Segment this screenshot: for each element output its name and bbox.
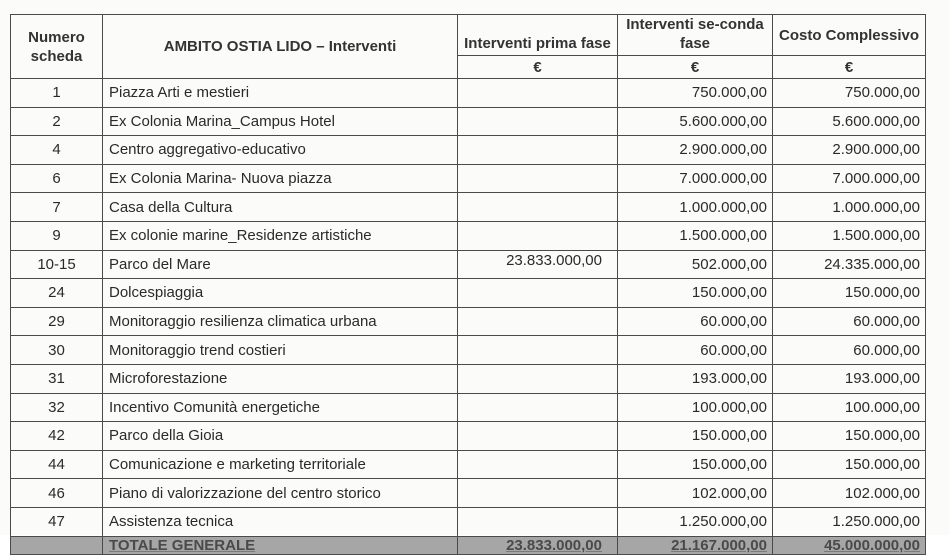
row-seconda: 100.000,00 — [618, 393, 773, 422]
row-desc: Ex colonie marine_Residenze artistiche — [103, 221, 458, 250]
total-row — [11, 536, 926, 554]
row-num: 44 — [11, 450, 103, 479]
row-costo: 60.000,00 — [773, 307, 926, 336]
row-prima — [458, 279, 618, 308]
row-seconda: 193.000,00 — [618, 364, 773, 393]
table-row — [11, 336, 926, 365]
row-seconda: 1.250.000,00 — [618, 507, 773, 536]
row-num: 6 — [11, 164, 103, 193]
row-seconda: 60.000,00 — [618, 307, 773, 336]
table-row — [11, 136, 926, 165]
row-desc: Casa della Cultura — [103, 193, 458, 222]
header-ambito: AMBITO OSTIA LIDO – Interventi — [103, 15, 458, 79]
row-desc: Ex Colonia Marina_Campus Hotel — [103, 107, 458, 136]
row-costo: 7.000.000,00 — [773, 164, 926, 193]
currency-seconda: € — [618, 56, 773, 79]
row-costo: 24.335.000,00 — [773, 250, 926, 279]
row-seconda: 750.000,00 — [618, 79, 773, 108]
table-row — [11, 507, 926, 536]
row-costo: 150.000,00 — [773, 450, 926, 479]
row-desc: Ex Colonia Marina- Nuova piazza — [103, 164, 458, 193]
row-desc: Monitoraggio resilienza climatica urbana — [103, 307, 458, 336]
row-num: 2 — [11, 107, 103, 136]
total-costo: 45.000.000,00 — [773, 536, 926, 554]
table-row — [11, 279, 926, 308]
row-prima — [458, 393, 618, 422]
row-desc: Centro aggregativo-educativo — [103, 136, 458, 165]
table-row — [11, 164, 926, 193]
row-seconda: 60.000,00 — [618, 336, 773, 365]
row-prima — [458, 507, 618, 536]
row-num: 31 — [11, 364, 103, 393]
row-prima: 23.833.000,00 — [458, 250, 618, 279]
row-num: 32 — [11, 393, 103, 422]
row-seconda: 5.600.000,00 — [618, 107, 773, 136]
row-seconda: 2.900.000,00 — [618, 136, 773, 165]
row-costo: 750.000,00 — [773, 79, 926, 108]
table-row — [11, 450, 926, 479]
row-prima — [458, 450, 618, 479]
row-prima — [458, 422, 618, 451]
row-seconda: 502.000,00 — [618, 250, 773, 279]
row-prima — [458, 107, 618, 136]
table-row — [11, 422, 926, 451]
header-numero-scheda: Numero scheda — [11, 15, 103, 79]
row-costo: 1.250.000,00 — [773, 507, 926, 536]
row-prima — [458, 364, 618, 393]
table-body — [11, 79, 926, 555]
row-costo: 1.000.000,00 — [773, 193, 926, 222]
row-seconda: 102.000,00 — [618, 479, 773, 508]
total-prima: 23.833.000,00 — [458, 536, 618, 554]
row-prima — [458, 193, 618, 222]
row-prima — [458, 307, 618, 336]
table-row — [11, 193, 926, 222]
row-seconda: 1.500.000,00 — [618, 221, 773, 250]
row-costo: 1.500.000,00 — [773, 221, 926, 250]
row-desc: Comunicazione e marketing territoriale — [103, 450, 458, 479]
interventions-table — [10, 14, 926, 555]
currency-prima: € — [458, 56, 618, 79]
header-seconda-fase: Interventi se-conda fase — [618, 15, 773, 56]
row-prima — [458, 164, 618, 193]
row-seconda: 7.000.000,00 — [618, 164, 773, 193]
row-desc: Assistenza tecnica — [103, 507, 458, 536]
row-costo: 150.000,00 — [773, 279, 926, 308]
row-prima — [458, 479, 618, 508]
row-costo: 100.000,00 — [773, 393, 926, 422]
row-num: 10-15 — [11, 250, 103, 279]
row-seconda: 1.000.000,00 — [618, 193, 773, 222]
row-num: 1 — [11, 79, 103, 108]
row-num: 29 — [11, 307, 103, 336]
row-desc: Parco della Gioia — [103, 422, 458, 451]
row-costo: 60.000,00 — [773, 336, 926, 365]
table-row — [11, 250, 926, 279]
row-costo: 5.600.000,00 — [773, 107, 926, 136]
row-prima — [458, 221, 618, 250]
row-num: 4 — [11, 136, 103, 165]
row-num: 47 — [11, 507, 103, 536]
row-desc: Monitoraggio trend costieri — [103, 336, 458, 365]
table-row — [11, 393, 926, 422]
row-desc: Piazza Arti e mestieri — [103, 79, 458, 108]
total-seconda: 21.167.000,00 — [618, 536, 773, 554]
row-num: 7 — [11, 193, 103, 222]
table-row — [11, 79, 926, 108]
row-prima — [458, 79, 618, 108]
row-seconda: 150.000,00 — [618, 422, 773, 451]
table-row — [11, 479, 926, 508]
row-prima — [458, 136, 618, 165]
row-costo: 2.900.000,00 — [773, 136, 926, 165]
total-label: TOTALE GENERALE — [103, 536, 458, 554]
table-row — [11, 307, 926, 336]
currency-costo: € — [773, 56, 926, 79]
row-desc: Microforestazione — [103, 364, 458, 393]
header-prima-fase: Interventi prima fase — [458, 15, 618, 56]
row-num: 24 — [11, 279, 103, 308]
row-costo: 150.000,00 — [773, 422, 926, 451]
header-row — [11, 15, 926, 56]
row-costo: 193.000,00 — [773, 364, 926, 393]
row-prima — [458, 336, 618, 365]
header-costo: Costo Complessivo — [773, 15, 926, 56]
row-seconda: 150.000,00 — [618, 279, 773, 308]
row-desc: Incentivo Comunità energetiche — [103, 393, 458, 422]
table-row — [11, 107, 926, 136]
table-row — [11, 221, 926, 250]
row-num: 9 — [11, 221, 103, 250]
row-desc: Parco del Mare — [103, 250, 458, 279]
row-seconda: 150.000,00 — [618, 450, 773, 479]
row-costo: 102.000,00 — [773, 479, 926, 508]
row-num: 46 — [11, 479, 103, 508]
row-desc: Dolcespiaggia — [103, 279, 458, 308]
row-num: 30 — [11, 336, 103, 365]
row-desc: Piano di valorizzazione del centro storico — [103, 479, 458, 508]
total-num — [11, 536, 103, 554]
row-num: 42 — [11, 422, 103, 451]
table-row — [11, 364, 926, 393]
